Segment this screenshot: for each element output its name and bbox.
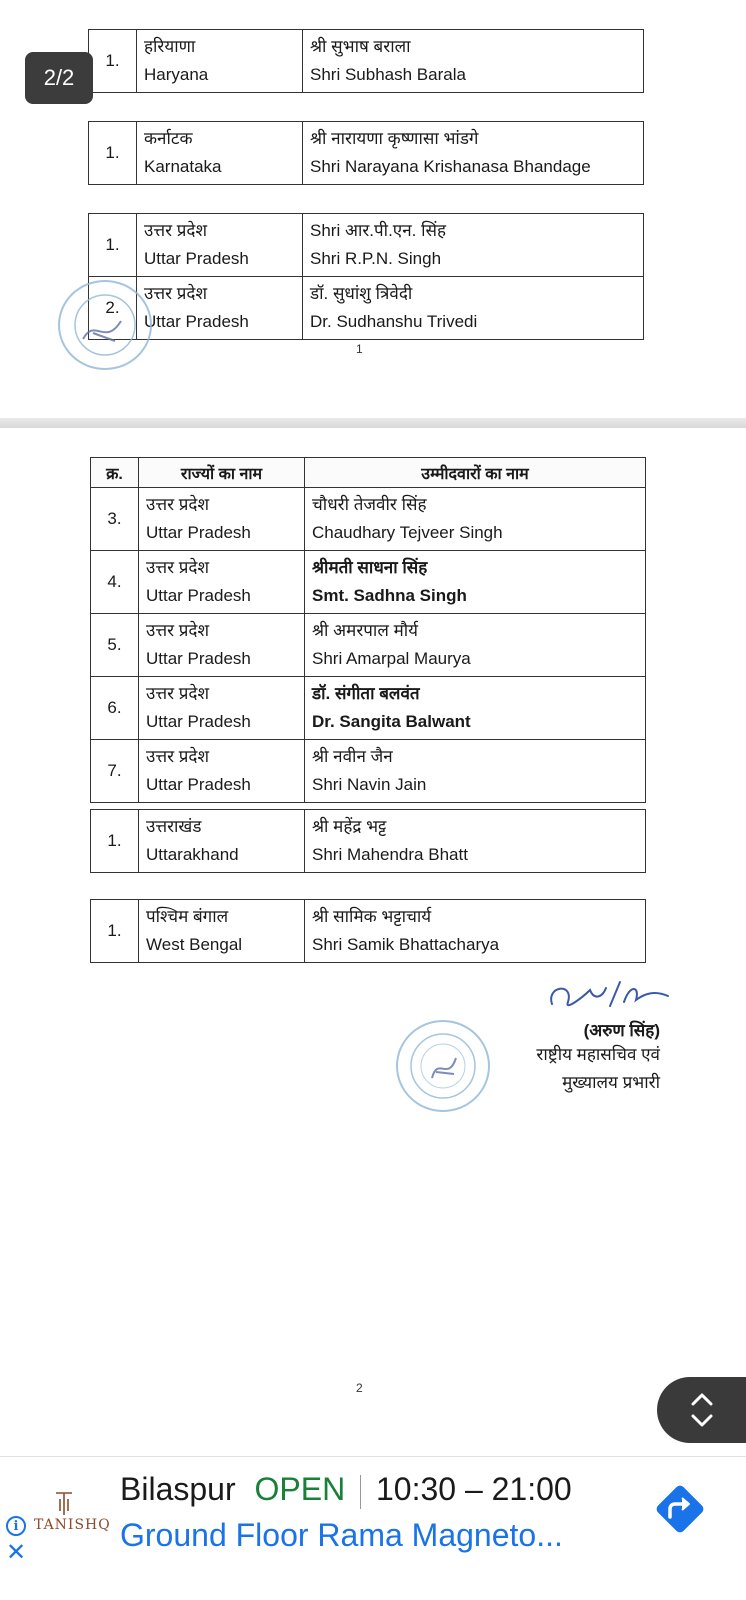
candidate-english: Shri Navin Jain	[312, 775, 427, 794]
state-cell	[137, 277, 303, 340]
candidate-cell	[303, 30, 644, 93]
state-cell	[139, 900, 305, 963]
table-row	[91, 677, 646, 740]
state-hindi: हरियाणा	[144, 37, 196, 56]
candidate-hindi: डॉ. संगीता बलवंत	[312, 684, 420, 703]
candidate-cell	[305, 900, 646, 963]
candidate-english: Shri Narayana Krishanasa Bhandage	[310, 157, 591, 176]
ad-banner[interactable]	[0, 1456, 746, 1600]
ad-city: Bilaspur	[120, 1471, 236, 1507]
state-cell	[137, 122, 303, 185]
candidate-hindi: श्री सुभाष बराला	[310, 37, 411, 56]
signatory-block	[480, 1016, 660, 1097]
ad-hours: 10:30 – 21:00	[375, 1471, 572, 1507]
candidate-hindi: श्री नवीन जैन	[312, 747, 393, 766]
candidate-cell	[305, 614, 646, 677]
serial-number: 1.	[89, 122, 137, 185]
candidate-cell	[305, 810, 646, 873]
candidate-english: Shri Subhash Barala	[310, 65, 466, 84]
ad-store-info[interactable]	[120, 1471, 572, 1509]
state-english: Uttar Pradesh	[146, 712, 251, 731]
state-english: Uttar Pradesh	[144, 249, 249, 268]
signatory-designation: मुख्यालय प्रभारी	[562, 1073, 660, 1092]
state-hindi: पश्चिम बंगाल	[146, 907, 229, 926]
table-header-row	[91, 458, 646, 488]
state-hindi: उत्तर प्रदेश	[146, 495, 209, 514]
serial-number: 7.	[91, 740, 139, 803]
ad-address-link[interactable]: Ground Floor Rama Magneto...	[120, 1517, 563, 1553]
candidate-hindi: डॉ. सुधांशु त्रिवेदी	[310, 284, 413, 303]
candidate-cell	[305, 740, 646, 803]
karnataka-table	[88, 121, 644, 185]
state-hindi: उत्तर प्रदेश	[146, 747, 209, 766]
page-indicator: 2/2	[25, 52, 93, 104]
header-serial: क्र.	[91, 458, 139, 488]
state-hindi: उत्तर प्रदेश	[146, 621, 209, 640]
signatory-designation: राष्ट्रीय महासचिव एवं	[536, 1045, 660, 1064]
office-stamp-icon	[58, 280, 152, 370]
ad-open-status: OPEN	[254, 1471, 346, 1507]
serial-number: 1.	[91, 900, 139, 963]
table-row	[91, 614, 646, 677]
state-cell	[139, 551, 305, 614]
serial-number: 2.	[89, 277, 137, 340]
state-hindi: उत्तर प्रदेश	[144, 221, 207, 240]
candidate-english: Dr. Sudhanshu Trivedi	[310, 312, 478, 331]
state-hindi: उत्तर प्रदेश	[144, 284, 207, 303]
ad-brand-name: TANISHQ	[34, 1517, 111, 1533]
candidate-cell	[305, 677, 646, 740]
state-english: Uttar Pradesh	[144, 312, 249, 331]
state-cell	[137, 30, 303, 93]
candidate-hindi: श्री महेंद्र भट्ट	[312, 817, 387, 836]
state-english: Uttar Pradesh	[146, 586, 251, 605]
candidate-english: Shri R.P.N. Singh	[310, 249, 442, 268]
state-cell	[139, 614, 305, 677]
serial-number: 1.	[91, 810, 139, 873]
candidate-cell	[305, 488, 646, 551]
state-hindi: उत्तर प्रदेश	[146, 558, 209, 577]
candidate-english: Dr. Sangita Balwant	[312, 712, 471, 731]
candidate-english: Shri Mahendra Bhatt	[312, 845, 468, 864]
page-number: 1	[356, 342, 363, 356]
document-page-2	[0, 428, 746, 1484]
candidate-hindi: श्री नारायणा कृष्णासा भांडगे	[310, 129, 479, 148]
office-stamp-icon	[396, 1020, 490, 1112]
uttarakhand-table	[90, 809, 646, 873]
table-row	[91, 900, 646, 963]
scroll-up-down-button[interactable]	[657, 1377, 746, 1443]
candidate-english: Chaudhary Tejveer Singh	[312, 523, 503, 542]
table-row	[89, 122, 644, 185]
state-english: Haryana	[144, 65, 209, 84]
directions-icon[interactable]	[650, 1479, 710, 1539]
table-row	[91, 740, 646, 803]
document-page-1	[0, 0, 746, 418]
serial-number: 6.	[91, 677, 139, 740]
candidate-cell	[305, 551, 646, 614]
ad-close-icon[interactable]: ✕	[6, 1539, 27, 1566]
signatory-name: (अरुण सिंह)	[583, 1021, 660, 1040]
candidate-hindi: श्री सामिक भट्टाचार्य	[312, 907, 432, 926]
candidate-hindi: श्रीमती साधना सिंह	[312, 558, 428, 577]
candidate-english: Shri Samik Bhattacharya	[312, 935, 500, 954]
state-cell	[137, 214, 303, 277]
uttar-pradesh-table-1	[88, 213, 644, 340]
state-hindi: उत्तर प्रदेश	[146, 684, 209, 703]
state-english: Uttarakhand	[146, 845, 239, 864]
state-cell	[139, 677, 305, 740]
state-english: Uttar Pradesh	[146, 775, 251, 794]
table-row	[91, 810, 646, 873]
candidate-cell	[303, 214, 644, 277]
table-row	[91, 488, 646, 551]
state-english: Uttar Pradesh	[146, 523, 251, 542]
page-separator	[0, 418, 746, 428]
state-hindi: कर्नाटक	[144, 129, 193, 148]
uttar-pradesh-table-2	[90, 457, 646, 803]
serial-number: 1.	[89, 214, 137, 277]
candidate-cell	[303, 277, 644, 340]
state-english: Karnataka	[144, 157, 222, 176]
serial-number: 1.	[89, 30, 137, 93]
candidate-hindi: श्री अमरपाल मौर्य	[312, 621, 419, 640]
table-row	[91, 551, 646, 614]
page-number: 2	[356, 1381, 363, 1395]
state-english: West Bengal	[146, 935, 243, 954]
serial-number: 5.	[91, 614, 139, 677]
candidate-hindi: Shri आर.पी.एन. सिंह	[310, 221, 446, 240]
state-hindi: उत्तराखंड	[146, 817, 202, 836]
serial-number: 3.	[91, 488, 139, 551]
candidate-cell	[303, 122, 644, 185]
candidate-hindi: चौधरी तेजवीर सिंह	[312, 495, 427, 514]
candidate-english: Smt. Sadhna Singh	[312, 586, 467, 605]
state-english: Uttar Pradesh	[146, 649, 251, 668]
state-cell	[139, 740, 305, 803]
table-row	[89, 30, 644, 93]
header-candidate: उम्मीदवारों का नाम	[305, 458, 646, 488]
divider	[360, 1475, 361, 1509]
state-cell	[139, 810, 305, 873]
ad-info-icon[interactable]: i	[6, 1516, 26, 1536]
candidate-english: Shri Amarpal Maurya	[312, 649, 471, 668]
table-row	[89, 277, 644, 340]
west-bengal-table	[90, 899, 646, 963]
table-row	[89, 214, 644, 277]
chevron-up-down-icon	[689, 1388, 715, 1432]
serial-number: 4.	[91, 551, 139, 614]
state-cell	[139, 488, 305, 551]
header-state: राज्यों का नाम	[139, 458, 305, 488]
haryana-table	[88, 29, 644, 93]
